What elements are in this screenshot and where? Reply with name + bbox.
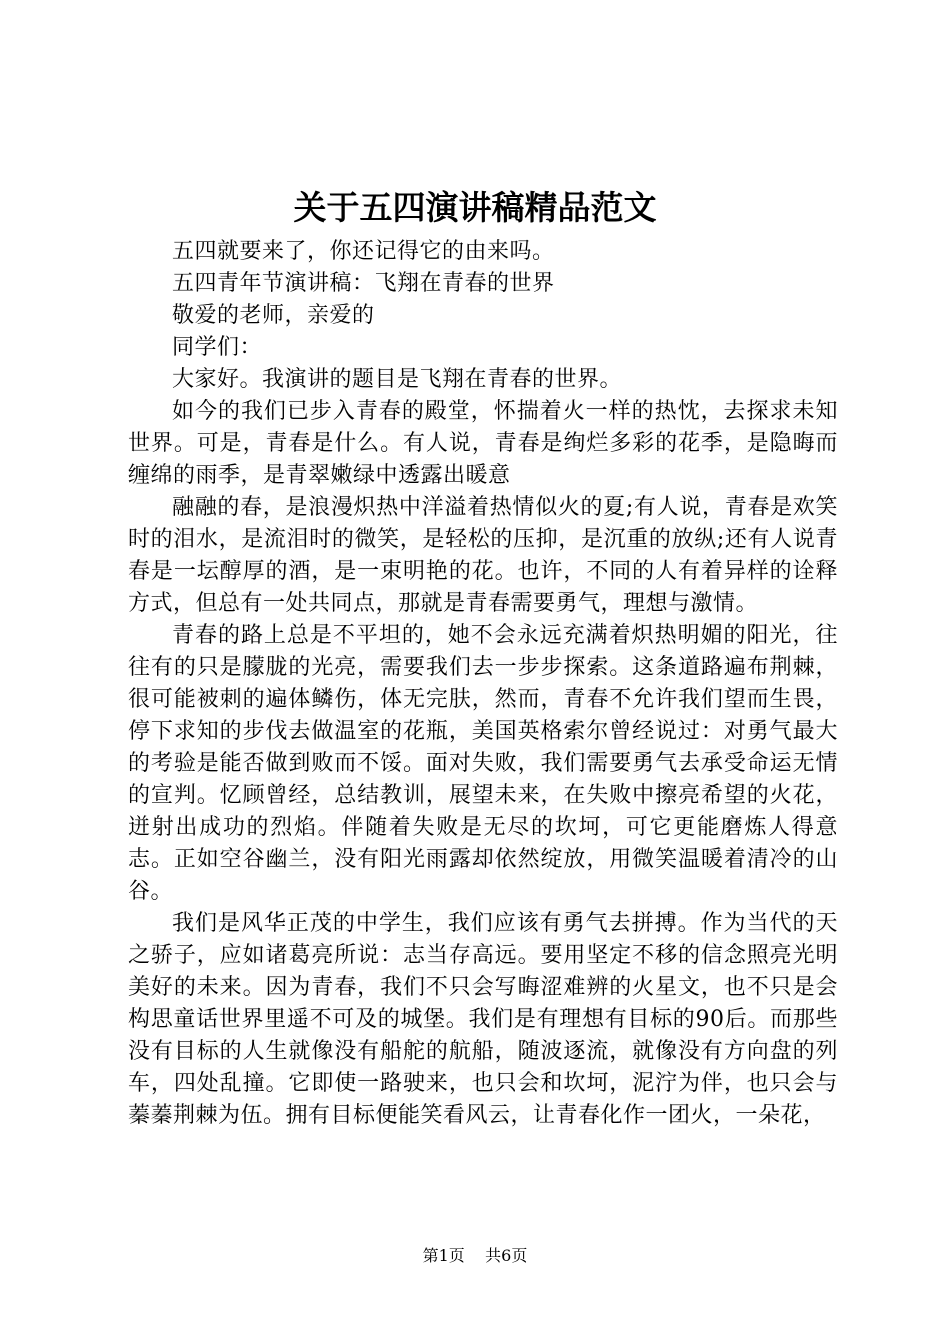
document-body — [128, 236, 838, 1132]
paragraph: 我们是风华正茂的中学生，我们应该有勇气去拼搏。作为当代的天之骄子，应如诸葛亮所说：志当存高远。要用坚定不移的信念照亮光明美好的未来。因为青春，我们不只会写晦涩难辨的火星文，也不只是会构思童话世界里遥不可及的城堡。我们是有理想有目标的90后。而那些没有目标的人生就像没有船舵的航船，随波逐流，就像没有方向盘的列车，四处乱撞。它即使一路驶来，也只会和坎坷，泥泞为伴，也只会与蓁蓁荆棘为伍。拥有目标便能笑看风云，让青春化作一团火，一朵花， — [128, 911, 838, 1128]
footer-spacer — [470, 1246, 480, 1265]
document-title: 关于五四演讲稿精品范文 — [293, 188, 657, 227]
paragraph: 大家好。我演讲的题目是飞翔在青春的世界。 — [172, 367, 623, 392]
page-footer — [0, 1244, 950, 1268]
paragraph: 五四就要来了，你还记得它的由来吗。 — [172, 239, 555, 264]
page-number: 第1页 — [422, 1246, 465, 1265]
paragraph: 五四青年节演讲稿：飞翔在青春的世界 — [172, 271, 555, 296]
paragraph: 同学们： — [172, 335, 263, 360]
paragraph: 青春的路上总是不平坦的，她不会永远充满着炽热明媚的阳光，往往有的只是朦胧的光亮，需要我们去一步步探索。这条道路遍布荆棘，很可能被刺的遍体鳞伤，体无完肤，然而，青春不允许我们望而生畏，停下求知的步伐去做温室的花瓶，美国英格索尔曾经说过：对勇气最大的考验是能否做到败而不馁。面对失败，我们需要勇气去承受命运无情的宣判。忆顾曾经，总结教训，展望未来，在失败中擦亮希望的火花，迸射出成功的烈焰。伴随着失败是无尽的坎坷，可它更能磨炼人得意志。正如空谷幽兰，没有阳光雨露却依然绽放，用微笑温暖着清冷的山谷。 — [128, 623, 838, 904]
page-total: 共6页 — [485, 1246, 528, 1265]
paragraph: 如今的我们已步入青春的殿堂，怀揣着火一样的热忱，去探求未知世界。可是，青春是什么。有人说，青春是绚烂多彩的花季，是隐晦而缠绵的雨季，是青翠嫩绿中透露出暖意 — [128, 399, 838, 488]
paragraph: 敬爱的老师，亲爱的 — [172, 303, 375, 328]
paragraph: 融融的春，是浪漫炽热中洋溢着热情似火的夏;有人说，青春是欢笑时的泪水，是流泪时的微笑，是轻松的压抑，是沉重的放纵;还有人说青春是一坛醇厚的酒，是一束明艳的花。也许，不同的人有着异样的诠释方式，但总有一处共同点，那就是青春需要勇气，理想与激情。 — [128, 495, 838, 616]
